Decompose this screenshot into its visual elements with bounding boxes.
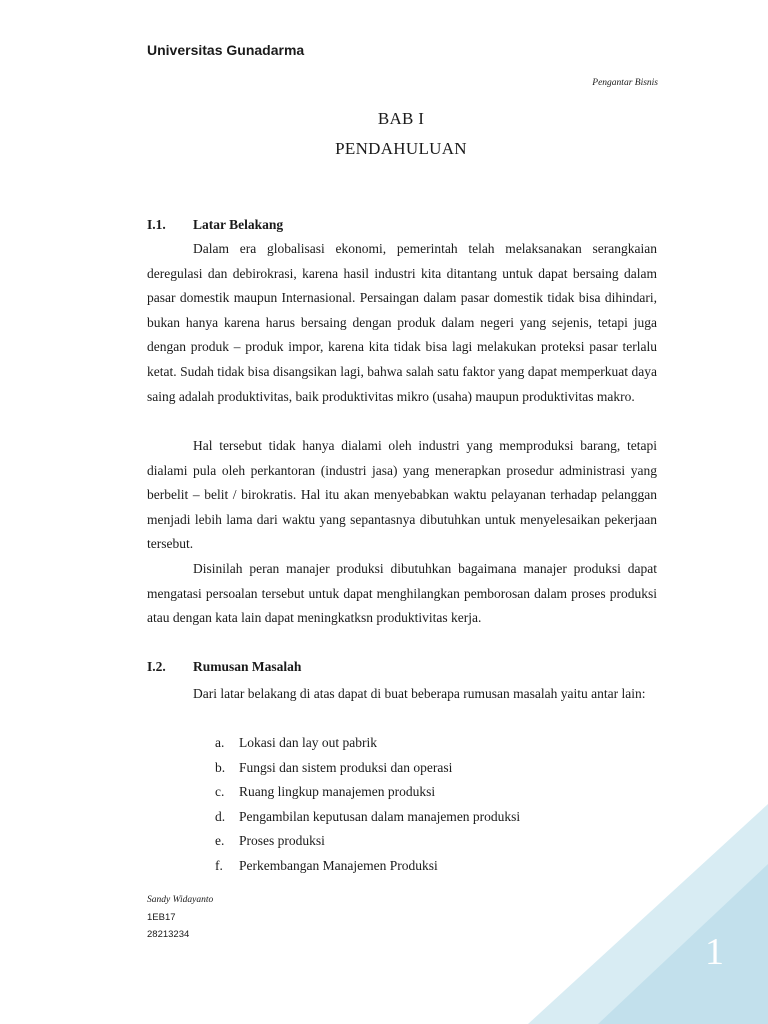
paragraph: Dalam era globalisasi ekonomi, pemerintah telah melaksanakan serangkaian deregulasi dan debirokrasi, karena hasil industri kita ditantang untuk dapat bersaing dalam pasar domestik maupun Internasional. Persaingan dalam pasar domestik tidak bisa dihindari, bukan hanya karena harus bersaing dengan produk dalam negeri yang sejenis, tetapi juga dengan produk – produk impor, karena kita tidak bisa lagi melakukan proteksi pasar terlalu ketat. Sudah tidak bisa disangsikan lagi, bahwa salah satu faktor yang dapat memperkuat daya saing adalah produktivitas, baik produktivitas mikro (usaha) maupun produktivitas makro. (147, 241, 657, 404)
chapter-title: PENDAHULUAN (335, 139, 467, 158)
list-text: Lokasi dan lay out pabrik (239, 735, 377, 750)
list-text: Pengambilan keputusan dalam manajemen produksi (239, 808, 521, 824)
footer-npm: 28213234 (147, 929, 190, 940)
section-number: I.2. (147, 659, 166, 674)
section-title: Latar Belakang (193, 217, 284, 232)
footer-class: 1EB17 (147, 912, 176, 923)
list-marker: a. (215, 735, 225, 750)
section-number: I.1. (147, 217, 166, 232)
page-number: 1 (705, 931, 724, 973)
list-marker: c. (215, 784, 225, 800)
list-marker: b. (215, 759, 226, 775)
paragraph: Dari latar belakang di atas dapat di buat beberapa rumusan masalah yaitu antar lain: (193, 686, 646, 701)
footer-author: Sandy Widayanto (147, 895, 214, 905)
chapter-number: BAB I (377, 109, 425, 128)
list-text: Ruang lingkup manajemen produksi (239, 784, 436, 800)
list-item (147, 731, 657, 756)
list-item (147, 780, 657, 805)
section-heading (147, 659, 657, 679)
list-text: Perkembangan Manajemen Produksi (239, 857, 438, 873)
list-item (147, 756, 657, 781)
list-text: Proses produksi (239, 833, 325, 849)
header-course: Pengantar Bisnis (592, 78, 658, 88)
list-marker: f. (215, 857, 223, 873)
footer-author-block (147, 892, 213, 943)
section-title: Rumusan Masalah (193, 659, 302, 674)
list-marker: d. (215, 808, 226, 824)
list-marker: e. (215, 833, 225, 849)
paragraph: Disinilah peran manajer produksi dibutuhkan bagaimana manajer produksi dapat mengatasi persoalan tersebut untuk dapat menghilangkan pemborosan dalam proses produksi atau dengan kata lain dapat meningkatksn produktivitas kerja. (147, 561, 657, 626)
section-heading (147, 217, 657, 237)
paragraph: Hal tersebut tidak hanya dialami oleh industri yang memproduksi barang, tetapi dialami pula oleh perkantoran (industri jasa) yang menerapkan prosedur administrasi yang berbelit – belit / birokratis. Hal itu akan menyebabkan waktu pelayanan terhadap pelanggan menjadi lebih lama dari waktu yang sepantasnya dibutuhkan untuk menyelesaikan pekerjaan tersebut. (147, 438, 657, 552)
list-text: Fungsi dan sistem produksi dan operasi (239, 759, 453, 775)
header-institution: Universitas Gunadarma (147, 42, 305, 58)
corner-decoration (528, 804, 768, 1024)
